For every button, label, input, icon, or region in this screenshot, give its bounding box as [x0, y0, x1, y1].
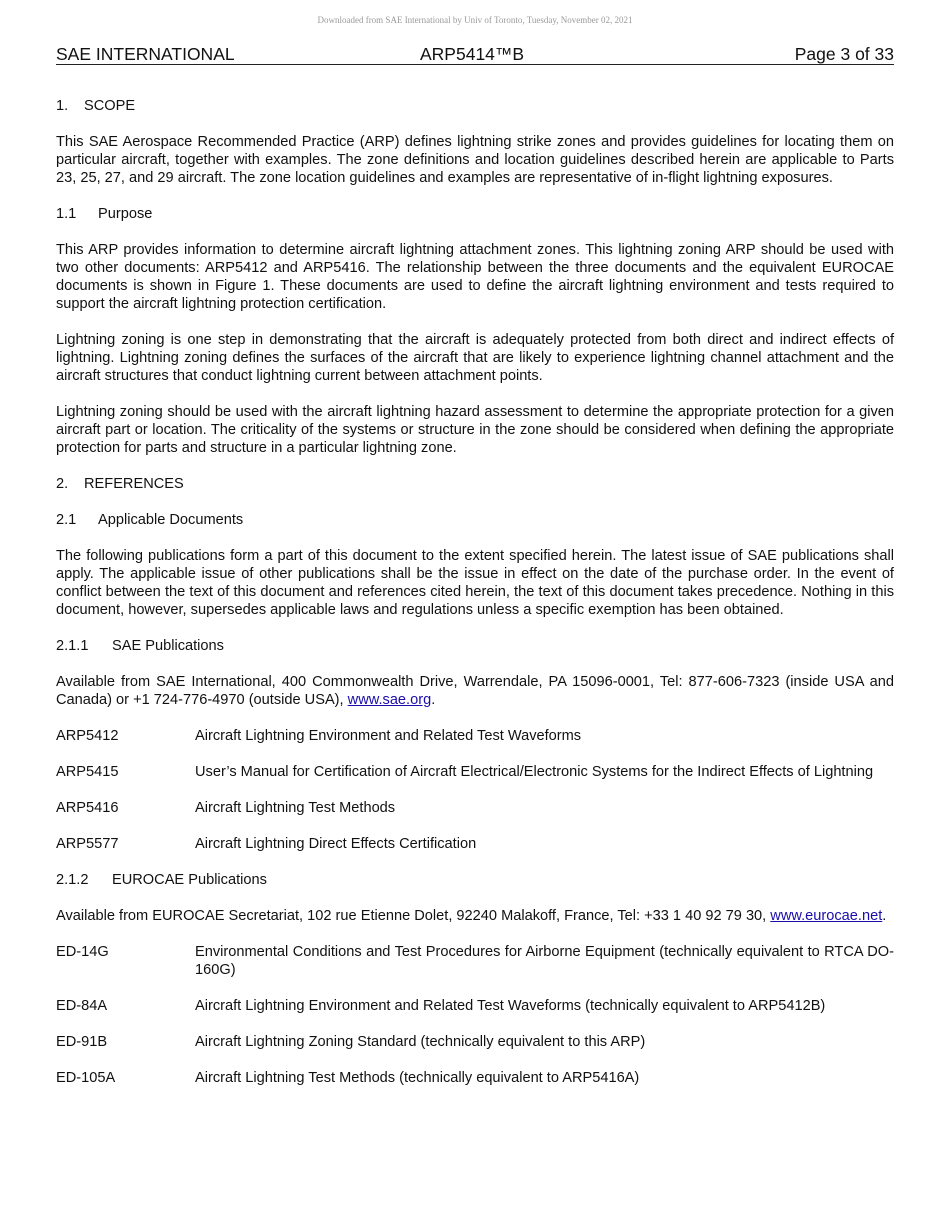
reference-title: User’s Manual for Certification of Aircraft Electrical/Electronic Systems for the Indirect Effects of Lightning — [195, 764, 874, 780]
header-document-id: ARP5414™B — [420, 44, 525, 64]
header-organization: SAE INTERNATIONAL — [56, 44, 235, 64]
reference-entry — [56, 763, 894, 781]
reference-entry — [56, 727, 894, 745]
purpose-paragraph-1: This ARP provides information to determine aircraft lightning attachment zones. This lightning zoning ARP should be used with two other documents: ARP5412 and ARP5416. The relationship between the three documents and the equivalent EUROCAE documents is shown in Figure 1. These documents are used to define the aircraft lightning environment and tests required to support the aircraft lightning protection certification. — [56, 242, 894, 312]
section-heading-purpose — [56, 205, 894, 223]
availability-end: . — [431, 692, 436, 708]
reference-code: ED-105A — [56, 1070, 116, 1086]
section-title: EUROCAE Publications — [112, 872, 267, 888]
reference-code: ARP5412 — [56, 728, 119, 744]
purpose-paragraph-3: Lightning zoning should be used with the aircraft lightning hazard assessment to determine the appropriate protection for a given aircraft part or location. The criticality of the systems or structure in the zone should be considered when defining the appropriate protection for parts and structure in a particular lightning zone. — [56, 404, 894, 456]
reference-title: Environmental Conditions and Test Procedures for Airborne Equipment (technically equivalent to RTCA DO-160G) — [195, 944, 894, 978]
reference-title: Aircraft Lightning Test Methods (technically equivalent to ARP5416A) — [195, 1070, 640, 1086]
section-number: 2.1 — [56, 512, 77, 528]
section-heading-scope — [56, 97, 894, 115]
header-page-number: Page 3 of 33 — [794, 44, 894, 64]
reference-code: ED-14G — [56, 944, 109, 960]
section-heading-eurocae-publications — [56, 871, 894, 889]
reference-entry — [56, 835, 894, 853]
reference-code: ARP5415 — [56, 764, 119, 780]
download-watermark: Downloaded from SAE International by Univ of Toronto, Tuesday, November 02, 2021 — [317, 15, 633, 25]
section-title: Applicable Documents — [98, 512, 244, 528]
reference-entry — [56, 1069, 894, 1087]
reference-entry — [56, 943, 894, 979]
availability-text: Available from SAE International, 400 Commonwealth Drive, Warrendale, PA 15096-0001, Tel: 877-606-7323 (inside USA and Canada) or +1 724-776-4970 (outside USA), — [56, 674, 894, 708]
reference-code: ED-84A — [56, 998, 108, 1014]
section-number: 2.1.1 — [56, 638, 89, 654]
eurocae-website-link[interactable]: www.eurocae.net — [770, 908, 883, 924]
sae-availability-paragraph — [56, 673, 894, 709]
page-header — [56, 44, 894, 65]
reference-title: Aircraft Lightning Direct Effects Certification — [195, 836, 477, 852]
section-title: REFERENCES — [84, 476, 184, 492]
reference-title: Aircraft Lightning Zoning Standard (technically equivalent to this ARP) — [195, 1034, 646, 1050]
reference-entry — [56, 1033, 894, 1051]
document-body — [56, 97, 894, 1105]
applicable-documents-paragraph: The following publications form a part of this document to the extent specified herein. The latest issue of SAE publications shall apply. The applicable issue of other publications shall be the issue in effect on the date of the purchase order. In the event of conflict between the text of this document and references cited herein, the text of this document takes precedence. Nothing in this document, however, supersedes applicable laws and regulations unless a specific exemption has been obtained. — [56, 548, 894, 618]
section-number: 2.1.2 — [56, 872, 89, 888]
reference-code: ARP5577 — [56, 836, 119, 852]
reference-title: Aircraft Lightning Test Methods — [195, 800, 396, 816]
section-title: Purpose — [98, 206, 153, 222]
scope-paragraph: This SAE Aerospace Recommended Practice (ARP) defines lightning strike zones and provides guidelines for locating them on particular aircraft, together with examples. The zone definitions and location guidelines described herein are applicable to Parts 23, 25, 27, and 29 aircraft. The zone location guidelines and examples are representative of in-flight lightning exposures. — [56, 134, 894, 186]
eurocae-availability-paragraph — [56, 907, 894, 925]
section-number: 2. — [56, 476, 69, 492]
section-number: 1.1 — [56, 206, 77, 222]
reference-code: ED-91B — [56, 1034, 108, 1050]
section-heading-sae-publications — [56, 637, 894, 655]
section-number: 1. — [56, 98, 69, 114]
section-title: SCOPE — [84, 98, 136, 114]
reference-title: Aircraft Lightning Environment and Related Test Waveforms (technically equivalent to ARP5412B) — [195, 998, 826, 1014]
sae-website-link[interactable]: www.sae.org — [347, 692, 432, 708]
reference-entry — [56, 997, 894, 1015]
purpose-paragraph-2: Lightning zoning is one step in demonstrating that the aircraft is adequately protected from both direct and indirect effects of lightning. Lightning zoning defines the surfaces of the aircraft that are likely to experience lightning channel attachment and the aircraft structures that conduct lightning current between attachment points. — [56, 332, 894, 384]
section-heading-applicable-documents — [56, 511, 894, 529]
reference-entry — [56, 799, 894, 817]
reference-code: ARP5416 — [56, 800, 119, 816]
availability-text: Available from EUROCAE Secretariat, 102 rue Etienne Dolet, 92240 Malakoff, France, Tel: +33 1 40 92 79 30, — [56, 908, 771, 924]
reference-title: Aircraft Lightning Environment and Related Test Waveforms — [195, 728, 582, 744]
section-title: SAE Publications — [112, 638, 224, 654]
availability-end: . — [882, 908, 887, 924]
section-heading-references — [56, 475, 894, 493]
